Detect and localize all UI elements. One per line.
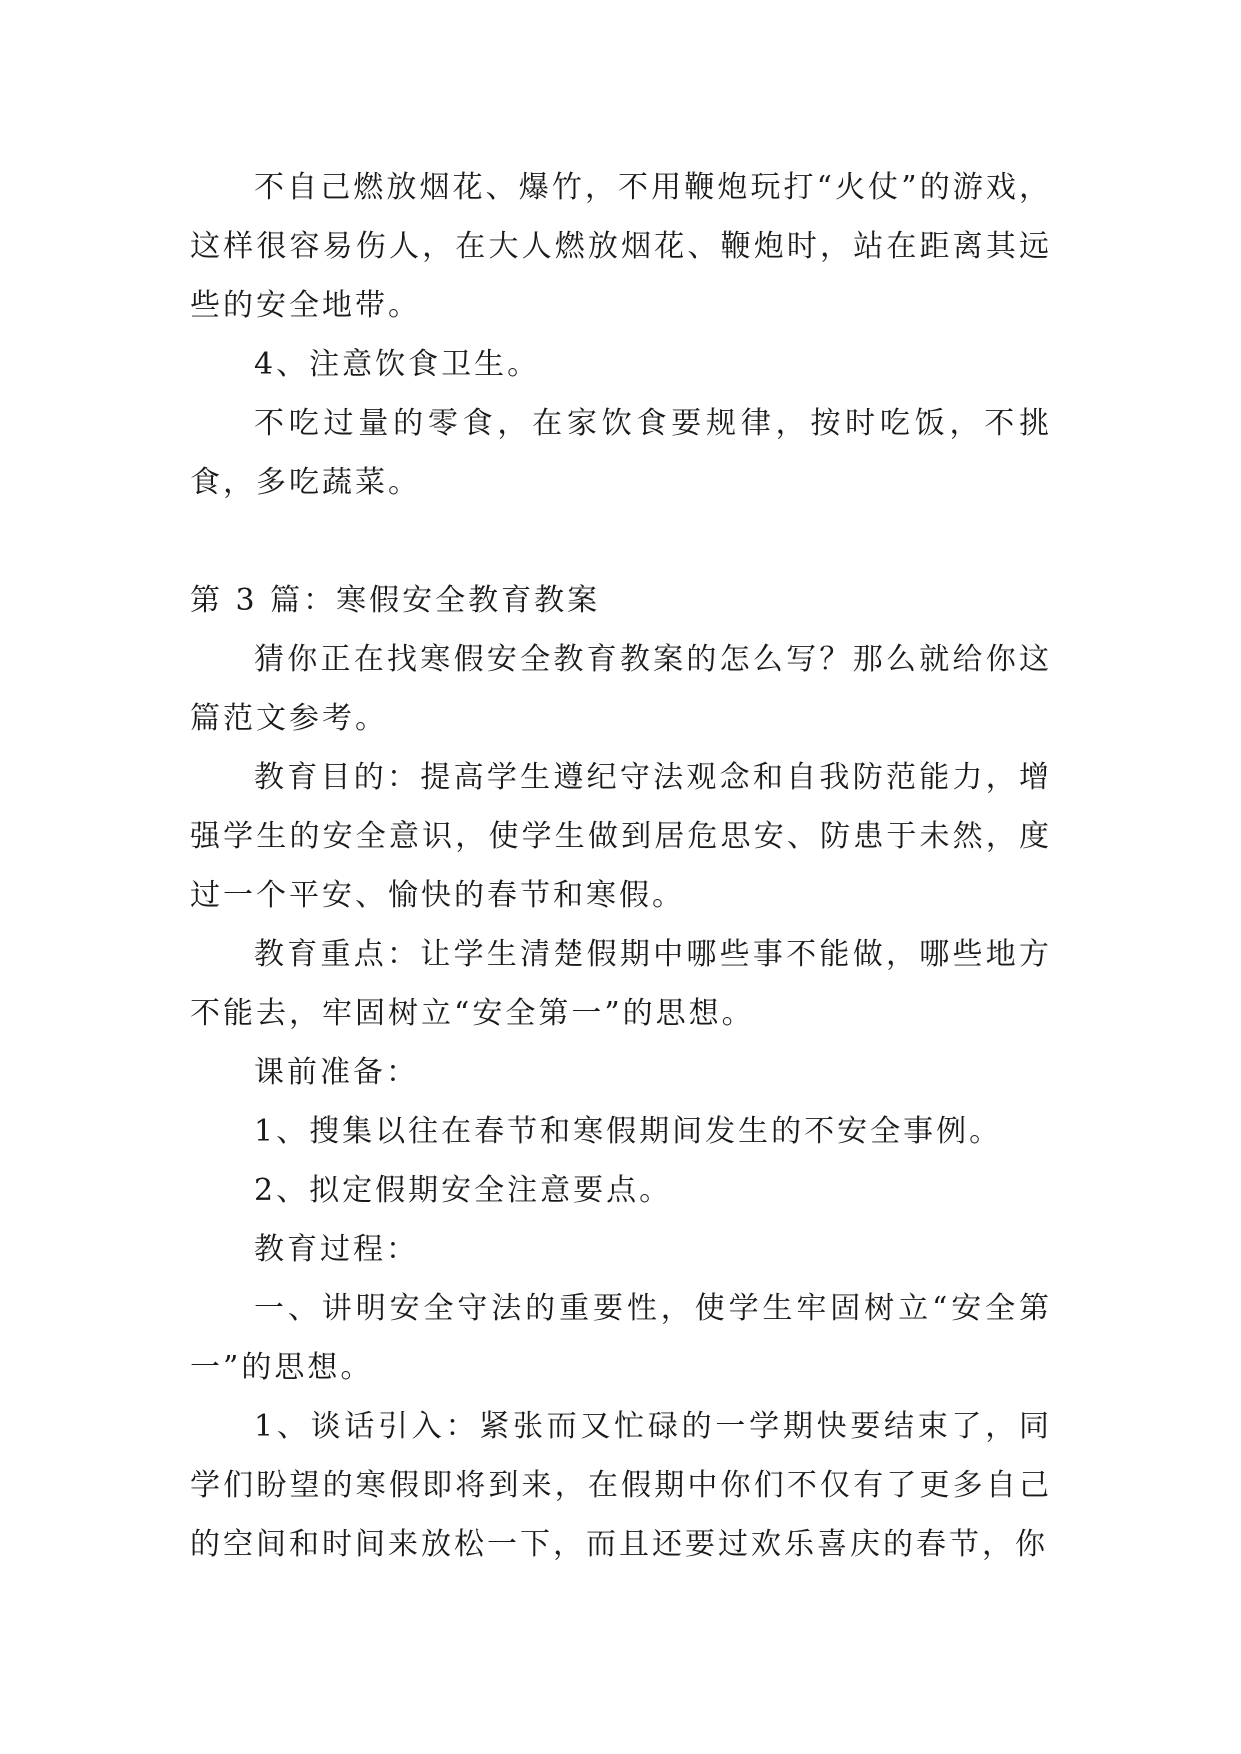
paragraph-food-hygiene: 不吃过量的零食，在家饮食要规律，按时吃饭，不挑食，多吃蔬菜。 — [190, 406, 1052, 500]
document-page — [190, 158, 1052, 1574]
paragraph-preparation-1: 1、搜集以往在春节和寒假期间发生的不安全事例。 — [254, 1114, 1003, 1149]
paragraph-intro: 猜你正在找寒假安全教育教案的怎么写？那么就给你这篇范文参考。 — [190, 642, 1052, 736]
section-title: 第 3 篇：寒假安全教育教案 — [190, 583, 601, 618]
paragraph-education-focus: 教育重点：让学生清楚假期中哪些事不能做，哪些地方不能去，牢固树立“安全第一”的思想。 — [190, 937, 1052, 1031]
paragraph-preparation-heading: 课前准备： — [254, 1055, 419, 1090]
paragraph-fireworks: 不自己燃放烟花、爆竹，不用鞭炮玩打“火仗”的游戏，这样很容易伤人，在大人燃放烟花、鞭炮时，站在距离其远些的安全地带。 — [190, 170, 1052, 323]
paragraph-talk-intro: 1、谈话引入：紧张而又忙碌的一学期快要结束了，同学们盼望的寒假即将到来，在假期中你们不仅有了更多自己的空间和时间来放松一下，而且还要过欢乐喜庆的春节，你 — [190, 1409, 1052, 1562]
paragraph-preparation-2: 2、拟定假期安全注意要点。 — [254, 1173, 673, 1208]
paragraph-education-goal: 教育目的：提高学生遵纪守法观念和自我防范能力，增强学生的安全意识，使学生做到居危思安、防患于未然，度过一个平安、愉快的春节和寒假。 — [190, 760, 1052, 913]
paragraph-process-heading: 教育过程： — [254, 1232, 419, 1267]
paragraph-process-1: 一、讲明安全守法的重要性，使学生牢固树立“安全第一”的思想。 — [190, 1291, 1052, 1385]
paragraph-food-hygiene-heading: 4、注意饮食卫生。 — [254, 347, 541, 382]
section-gap — [190, 512, 1052, 571]
